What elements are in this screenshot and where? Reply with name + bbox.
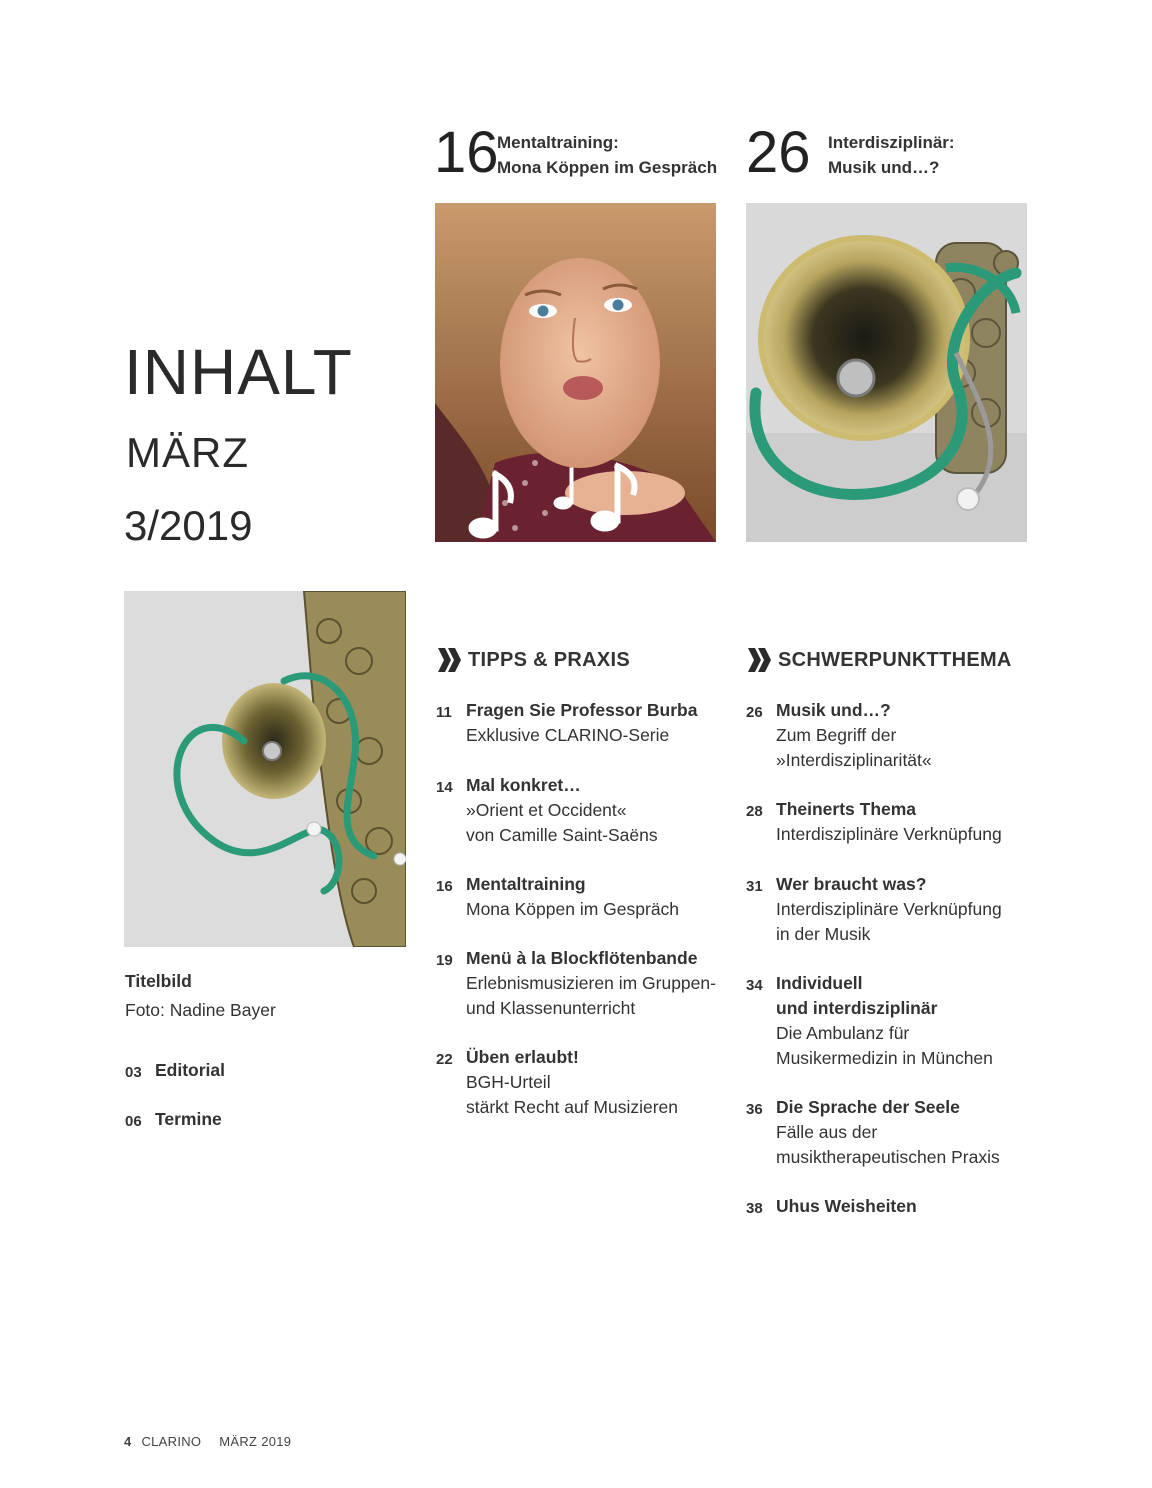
toc-subtitle: »Orient et Occident« [466,800,627,820]
toc-entry[interactable] [746,971,993,1071]
toc-entry[interactable] [125,1058,225,1085]
toc-entry[interactable] [746,1095,1000,1170]
section-heading-label: SCHWERPUNKTTHEMA [778,648,1012,671]
toc-title: Wer braucht was? [776,874,927,894]
toc-page-number: 38 [746,1200,763,1217]
toc-title: Üben erlaubt! [466,1047,579,1067]
toc-subtitle: BGH-Urteil [466,1072,551,1092]
toc-entry[interactable] [746,698,932,773]
cover-caption-title: Titelbild [125,971,192,991]
toc-entry[interactable] [436,872,679,922]
toc-entry[interactable] [436,946,716,1021]
toc-subtitle: Zum Begriff der [776,725,897,745]
toc-title: Termine [155,1109,222,1129]
toc-page-number: 34 [746,977,763,994]
toc-entry[interactable] [125,1107,222,1134]
feature-2-teaser[interactable] [828,130,955,180]
toc-title: Uhus Weisheiten [776,1196,917,1216]
toc-entry[interactable] [436,1045,678,1120]
toc-title: Menü à la Blockflötenbande [466,948,698,968]
footer-date: MÄRZ 2019 [219,1434,292,1449]
toc-subtitle: Fälle aus der [776,1122,878,1142]
toc-page-number: 31 [746,878,763,895]
toc-subtitle: stärkt Recht auf Musizieren [466,1097,679,1117]
double-chevron-icon [746,646,772,674]
feature-1-line1: Mentaltraining: [497,133,619,152]
toc-title: Fragen Sie Professor Burba [466,700,698,720]
footer-magazine: CLARINO [141,1434,202,1449]
feature-2-line2: Musik und…? [828,158,940,177]
page-title: INHALT [124,336,353,408]
toc-subtitle: in der Musik [776,924,871,944]
toc-subtitle: Musikermedizin in München [776,1048,993,1068]
toc-page-number: 28 [746,803,763,820]
toc-title: und interdisziplinär [776,998,938,1018]
toc-page-number: 03 [125,1064,142,1081]
toc-page-number: 22 [436,1051,453,1068]
double-chevron-icon [436,646,462,674]
toc-subtitle: Mona Köppen im Gespräch [466,899,680,919]
issue-number: 3/2019 [124,502,253,549]
toc-title: Theinerts Thema [776,799,917,819]
toc-subtitle: Exklusive CLARINO-Serie [466,725,670,745]
toc-page-number: 16 [436,878,453,895]
feature-1-line2: Mona Köppen im Gespräch [497,158,718,177]
toc-title: Musik und…? [776,700,891,720]
toc-subtitle: Die Ambulanz für [776,1023,910,1043]
toc-subtitle: und Klassenunterricht [466,998,636,1018]
toc-page-number: 19 [436,952,453,969]
toc-entry[interactable] [746,797,1002,847]
toc-entry[interactable] [436,773,658,848]
section-heading-tipps-praxis [436,646,630,674]
footer-page-number: 4 [124,1434,132,1449]
toc-entry[interactable] [436,698,697,748]
toc-subtitle: musiktherapeutischen Praxis [776,1147,1000,1167]
toc-page-number: 11 [436,704,452,721]
toc-title: Individuell [776,973,863,993]
issue-month: MÄRZ [126,429,249,476]
toc-subtitle: Erlebnismusizieren im Gruppen- [466,973,716,993]
toc-title: Mentaltraining [466,874,586,894]
page-footer [124,1434,291,1449]
cover-photo[interactable] [124,591,406,947]
toc-page-number: 36 [746,1101,763,1118]
toc-subtitle: »Interdisziplinarität« [776,750,932,770]
toc-title: Mal konkret… [466,775,581,795]
toc-page-number: 06 [125,1113,142,1130]
toc-subtitle: Interdisziplinäre Verknüpfung [776,899,1002,919]
feature-1-teaser[interactable] [497,130,717,180]
toc-title: Die Sprache der Seele [776,1097,960,1117]
toc-page-number: 14 [436,779,453,796]
section-heading-schwerpunktthema [746,646,1012,674]
toc-page-number: 26 [746,704,763,721]
toc-title: Editorial [155,1060,226,1080]
cover-caption-credit: Foto: Nadine Bayer [125,1000,276,1020]
feature-1-page-number: 16 [434,120,499,185]
feature-2-line1: Interdisziplinär: [828,133,955,152]
feature-2-page-number: 26 [746,120,811,185]
saxophone-stethoscope-photo[interactable] [746,203,1027,542]
section-heading-label: TIPPS & PRAXIS [468,648,631,671]
toc-entry[interactable] [746,872,1002,947]
portrait-photo[interactable] [435,203,716,542]
toc-entry[interactable] [746,1194,917,1221]
toc-subtitle: Interdisziplinäre Verknüpfung [776,824,1002,844]
toc-subtitle: von Camille Saint-Saëns [466,825,658,845]
